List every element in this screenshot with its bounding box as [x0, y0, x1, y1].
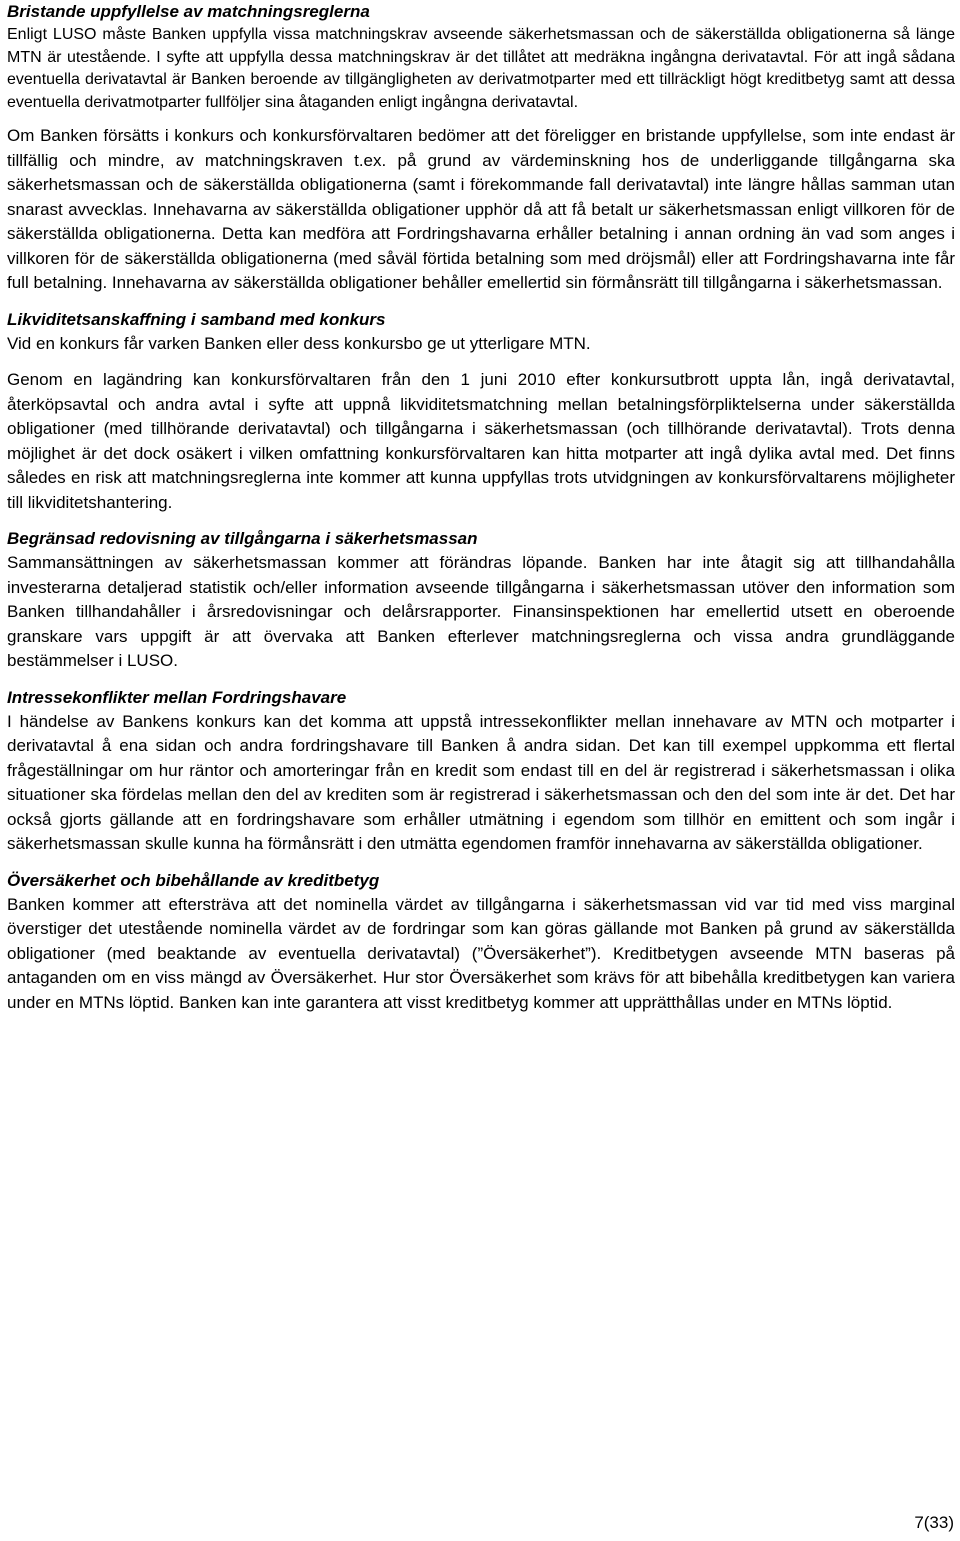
body-paragraph: Enligt LUSO måste Banken uppfylla vissa matchningskrav avseende säkerhetsmassan och de säkerställda obligationerna så länge MTN är utestående. I syfte att uppfylla dessa matchningskrav är det tillåtet att medräkna ingångna derivatavtal. För att ingå sådana eventuella derivatavtal är Banken beroende av tillgängligheten av derivatmotparter med ett tillräckligt högt kreditbetyg samt att dessa eventuella derivatmotparter fullföljer sina åtaganden enligt ingångna derivatavtal.	[7, 26, 955, 111]
section-heading: Bristande uppfyllelse av matchningsreglerna	[7, 2, 370, 21]
section-heading: Begränsad redovisning av tillgångarna i säkerhetsmassan	[7, 529, 478, 548]
section-overcollateral	[7, 869, 955, 1016]
body-paragraph: Genom en lagändring kan konkursförvaltaren från den 1 juni 2010 efter konkursutbrott uppta lån, ingå derivatavtal, återköpsavtal och andra avtal i syfte att uppnå likviditetsmatchning mellan betalningsförpliktelserna under säkerställda obligationer (med tillhörande derivatavtal) och tillgångarna i säkerhetsmassan (och tillhörande derivatavtal). Trots denna möjlighet är det dock osäkert i vilken omfattning konkursförvaltaren kan hitta motparter att ingå dylika avtal med. Det finns således en risk att matchningsreglerna inte kommer att kunna uppfyllas trots utvidgningen av konkursförvaltarens möjligheter till likviditetshantering.	[7, 370, 955, 512]
document-page	[7, 0, 955, 1015]
section-limited-reporting	[7, 527, 955, 674]
body-paragraph: Vid en konkurs får varken Banken eller dess konkursbo ge ut ytterligare MTN.	[7, 333, 591, 353]
body-paragraph: Sammansättningen av säkerhetsmassan kommer att förändras löpande. Banken har inte åtagit sig att tillhandahålla investerarna detaljerad statistik och/eller information avseende tillgångarna i säkerhetsmassan utöver den information som Banken tillhandahåller i årsredovisningar och delårsrapporter. Finansinspektionen har emellertid utsett en oberoende granskare vars uppgift är att övervaka att Banken efterlever matchningsreglerna och vissa andra grundläggande bestämmelser i LUSO.	[7, 553, 955, 670]
section-matching-rules	[7, 0, 955, 296]
section-conflicts	[7, 686, 955, 857]
section-heading: Intressekonflikter mellan Fordringshavare	[7, 687, 347, 707]
body-paragraph: I händelse av Bankens konkurs kan det komma att uppstå intressekonflikter mellan innehavare av MTN och motparter i derivatavtal å ena sidan och andra fordringshavare till Banken å andra sidan. Det kan till exempel uppkomma ett flertal frågeställningar om hur räntor och amorteringar från en kredit som endast till en del är registrerad i säkerhetsmassan i olika situationer ska fördelas mellan den del av krediten som är registrerad i säkerhetsmassan och den del som inte är det. Det har också gjorts gällande att en fordringshavare som erhåller utmätning i egendom som tillhör en emittent och som ingår i säkerhetsmassan skulle kunna ha förmånsrätt i den utmätta egendomen framför innehavarna av säkerställda obligationer.	[7, 711, 955, 853]
body-paragraph: Om Banken försätts i konkurs och konkursförvaltaren bedömer att det föreligger en bristande uppfyllelse, som inte endast är tillfällig och mindre, av matchningskraven t.ex. på grund av värdeminskning hos de underliggande tillgångarna ska säkerhetsmassan och de säkerställda obligationerna (samt i förekommande fall derivatavtal) inte längre hållas samman utan snarast avvecklas. Innehavarna av säkerställda obligationer upphör då att få betalt ur säkerhetsmassan enligt villkoren för de säkerställda obligationerna. Detta kan medföra att Fordringshavarna erhåller betalning i annan ordning än vad som anges i villkoren för de säkerställda obligationerna (med såväl förtida betalning som med dröjsmål) eller att Fordringshavarna inte får full betalning. Innehavarna av säkerställda obligationer behåller emellertid sin förmånsrätt till tillgångarna i säkerhetsmassan.	[7, 126, 955, 292]
section-liquidity	[7, 308, 955, 516]
section-heading: Översäkerhet och bibehållande av kreditbetyg	[7, 870, 380, 890]
body-paragraph: Banken kommer att eftersträva att det nominella värdet av tillgångarna i säkerhetsmassan vid var tid med viss marginal överstiger det utestående nominella värdet av de fordringar som kan göras gällande mot Banken på grund av säkerställda obligationer (med beaktande av eventuella derivatavtal) (”Översäkerhet”). Kreditbetygen avseende MTN baseras på antaganden om en viss mängd av Översäkerhet. Hur stor Översäkerhet som krävs för att bibehålla kreditbetygen kan variera under en MTNs löptid. Banken kan inte garantera att visst kreditbetyg kommer att upprätthållas under en MTNs löptid.	[7, 894, 955, 1012]
section-heading: Likviditetsanskaffning i samband med konkurs	[7, 309, 386, 329]
page-number: 7(33)	[914, 1513, 954, 1532]
